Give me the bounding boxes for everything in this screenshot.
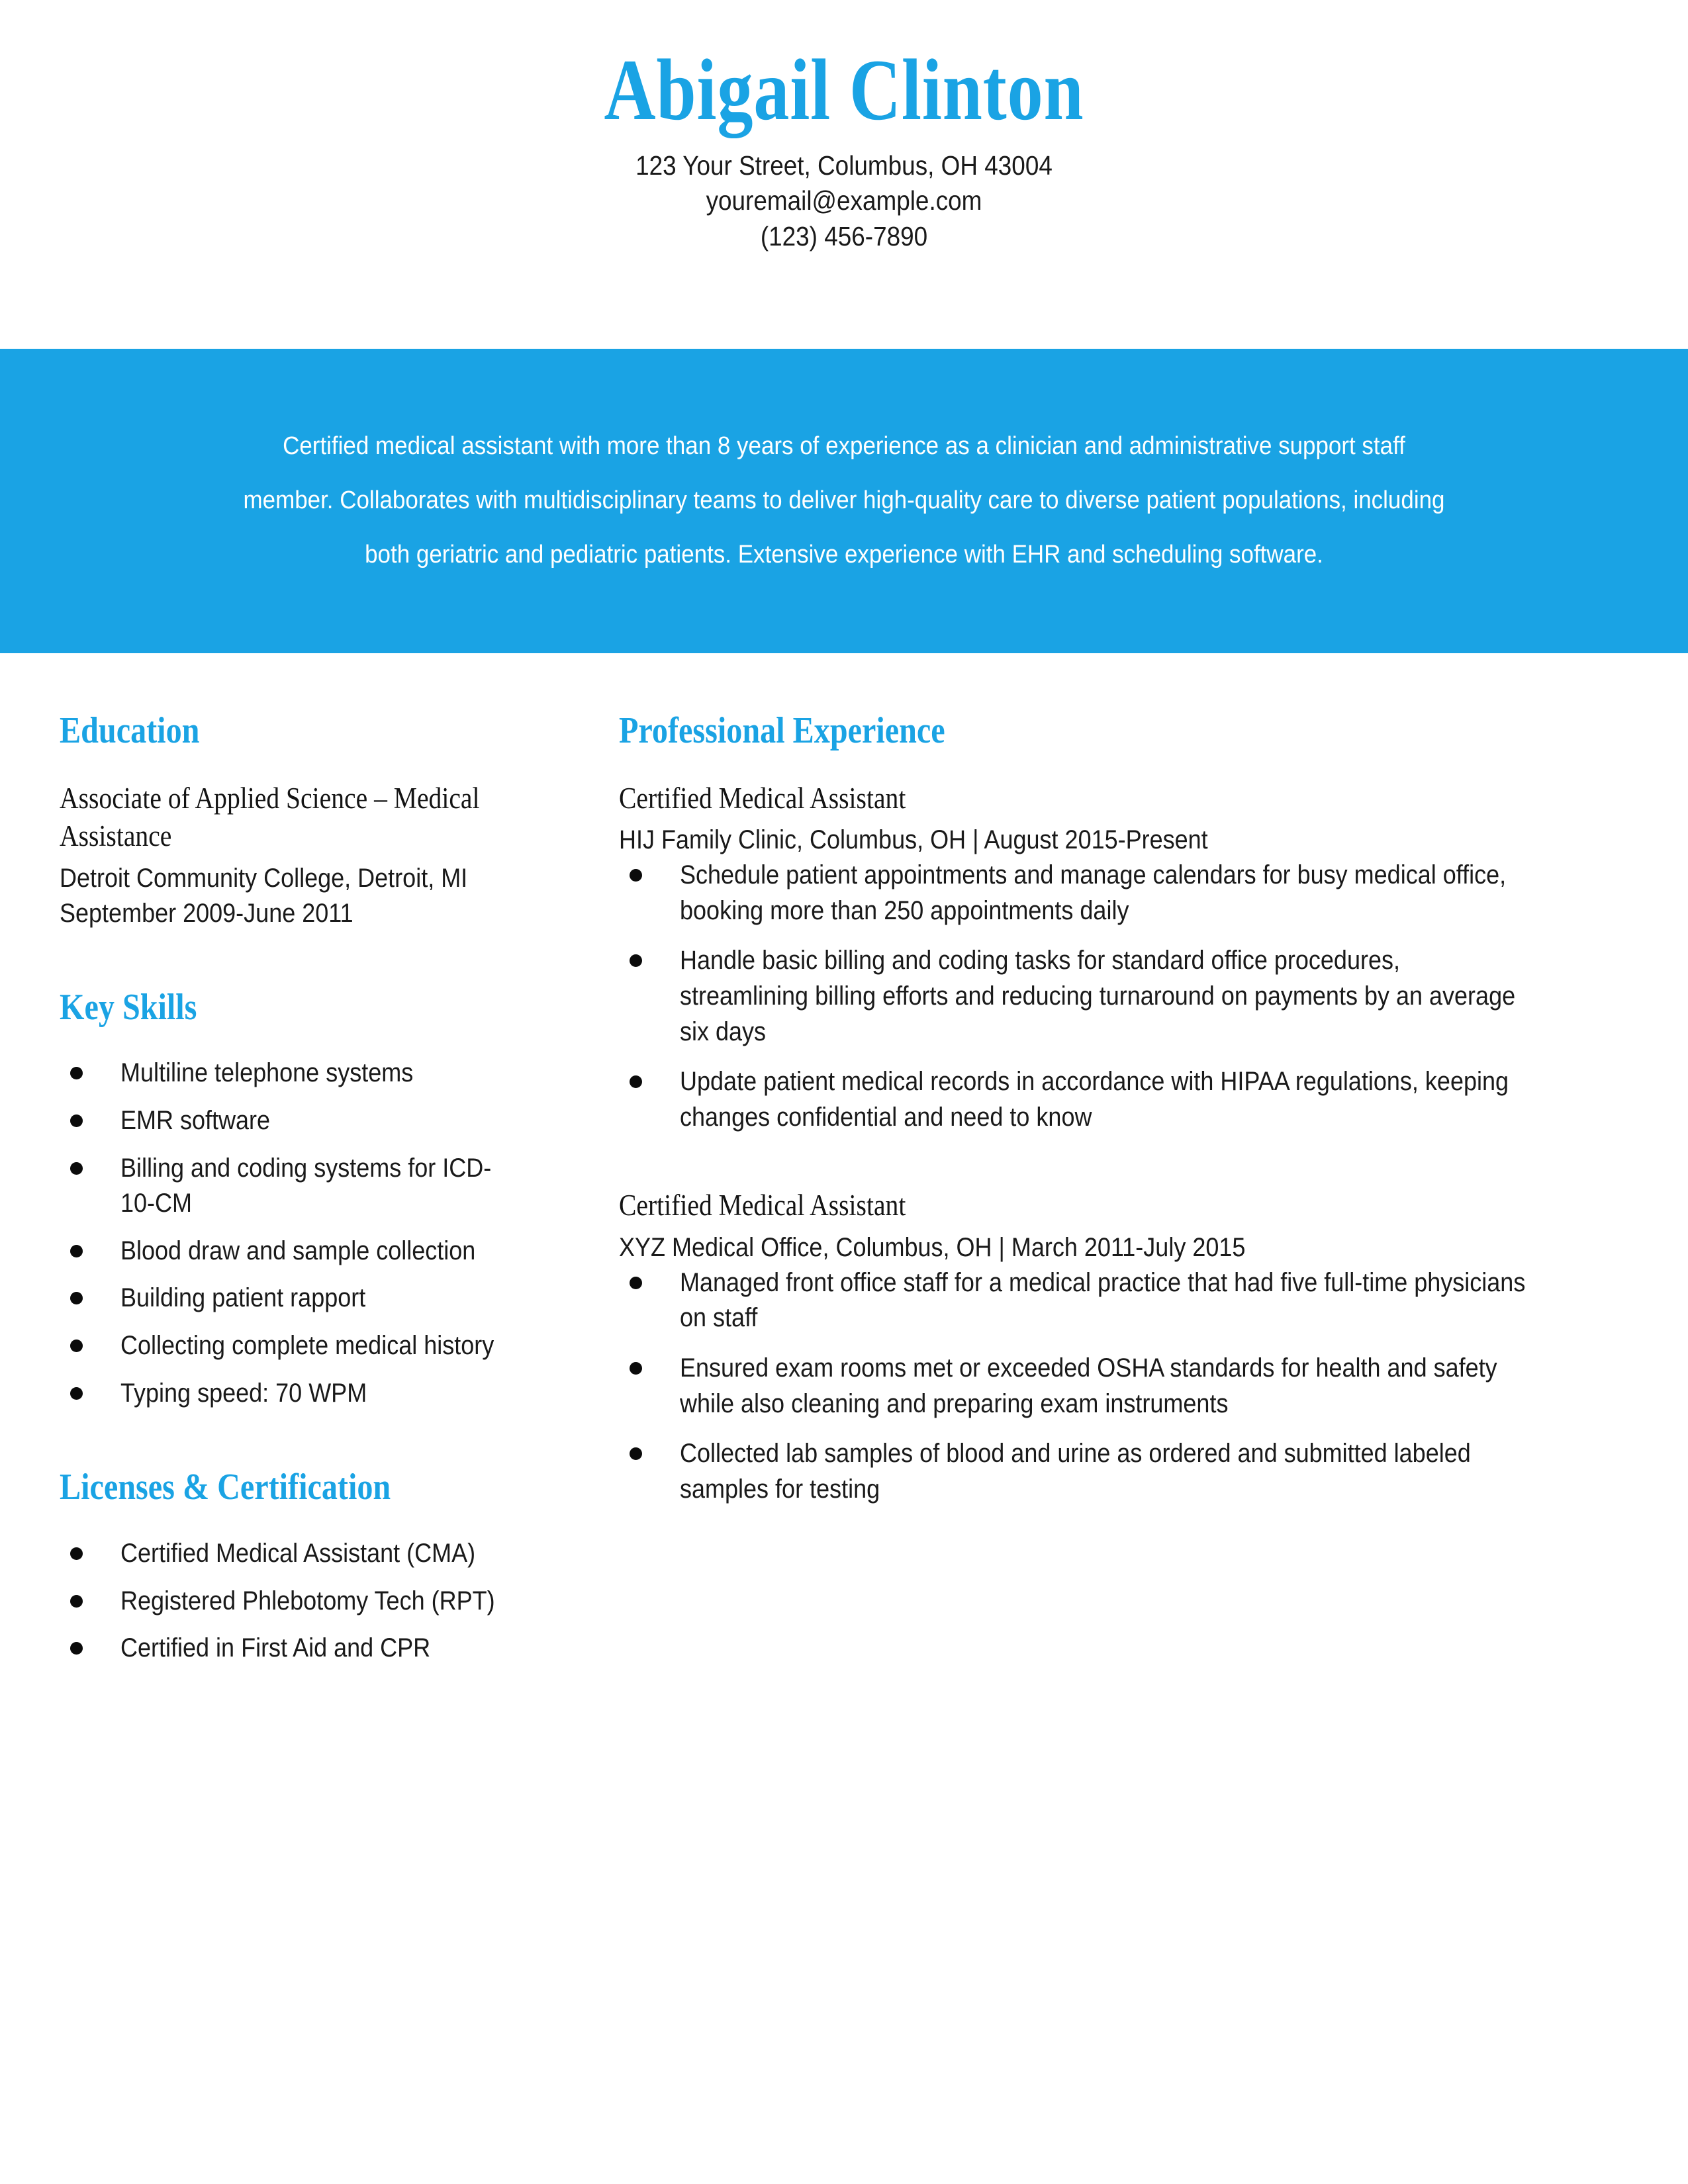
job-meta: XYZ Medical Office, Columbus, OH | March 2011-July 2015: [619, 1232, 1246, 1262]
section-heading-education: Education: [60, 710, 200, 751]
list-item: [60, 1376, 556, 1412]
list-item-label: Billing and coding systems for ICD-10-CM: [120, 1153, 492, 1218]
licenses-list: [60, 1536, 556, 1666]
section-key-skills: [60, 988, 556, 1412]
list-item: [619, 943, 1628, 1050]
bullet-icon: [70, 1387, 83, 1400]
bullet-icon: [630, 1075, 642, 1088]
bullet-icon: [70, 1067, 83, 1079]
list-item: [60, 1584, 556, 1619]
list-item-label: Certified Medical Assistant (CMA): [120, 1538, 476, 1568]
list-item: [60, 1536, 556, 1572]
bullet-icon: [70, 1115, 83, 1127]
list-item: [619, 1351, 1628, 1422]
list-item-label: Collected lab samples of blood and urine as ordered and submitted labeled samples for testing: [680, 1439, 1471, 1504]
bullet-icon: [630, 869, 642, 882]
bullet-icon: [70, 1547, 83, 1560]
education-school: Detroit Community College, Detroit, MI: [60, 863, 468, 893]
job-title: Certified Medical Assistant: [619, 1189, 906, 1222]
list-item-label: Handle basic billing and coding tasks for standard office procedures, streamlining billing efforts and reducing turnaround on payments by an average six days: [680, 946, 1516, 1046]
experience-entry: [619, 1187, 1628, 1507]
bullet-icon: [630, 1447, 642, 1460]
list-item-label: Collecting complete medical history: [120, 1330, 494, 1360]
bullet-icon: [70, 1162, 83, 1175]
section-licenses: [60, 1468, 556, 1666]
job-bullets: [619, 1265, 1628, 1508]
bullet-icon: [70, 1642, 83, 1655]
page-title: Abigail Clinton: [604, 41, 1084, 138]
education-dates: September 2009-June 2011: [60, 898, 353, 928]
list-item-label: Blood draw and sample collection: [120, 1236, 476, 1265]
bullet-icon: [70, 1292, 83, 1304]
list-item-label: Managed front office staff for a medical practice that had five full-time physicians on staff: [680, 1267, 1526, 1333]
list-item: [619, 858, 1628, 929]
job-meta: HIJ Family Clinic, Columbus, OH | August 2015-Present: [619, 825, 1208, 855]
section-heading-experience: Professional Experience: [619, 710, 945, 751]
list-item-label: Schedule patient appointments and manage calendars for busy medical office, booking more than 250 appointments daily: [680, 860, 1507, 925]
list-item: [60, 1056, 556, 1091]
summary-banner-inner: [182, 420, 1506, 582]
bullet-icon: [70, 1595, 83, 1608]
section-heading-licenses: Licenses & Certification: [60, 1467, 391, 1508]
section-education: [60, 711, 556, 931]
list-item-label: Multiline telephone systems: [120, 1058, 414, 1088]
list-item: [60, 1234, 556, 1269]
experience-entry: [619, 780, 1628, 1136]
list-item-label: Certified in First Aid and CPR: [120, 1633, 431, 1663]
list-item: [619, 1436, 1628, 1507]
contact-address: 123 Your Street, Columbus, OH 43004: [635, 150, 1053, 181]
list-item: [60, 1281, 556, 1316]
job-bullets: [619, 858, 1628, 1135]
list-item-label: EMR software: [120, 1105, 271, 1135]
bullet-icon: [630, 1277, 642, 1289]
bullet-icon: [630, 1362, 642, 1375]
list-item: [619, 1265, 1628, 1336]
list-item-label: Building patient rapport: [120, 1283, 366, 1313]
list-item: [60, 1631, 556, 1666]
contact-phone: (123) 456-7890: [760, 220, 928, 251]
list-item-label: Typing speed: 70 WPM: [120, 1378, 367, 1408]
list-item: [60, 1103, 556, 1139]
bullet-icon: [70, 1340, 83, 1352]
list-item: [60, 1328, 556, 1364]
job-title: Certified Medical Assistant: [619, 781, 906, 815]
list-item-label: Update patient medical records in accordance with HIPAA regulations, keeping changes confidential and need to know: [680, 1067, 1509, 1132]
key-skills-list: [60, 1056, 556, 1411]
list-item-label: Ensured exam rooms met or exceeded OSHA standards for health and safety while also cleaning and preparing exam instruments: [680, 1353, 1497, 1418]
bullet-icon: [70, 1245, 83, 1257]
section-heading-key-skills: Key Skills: [60, 986, 197, 1028]
list-item-label: Registered Phlebotomy Tech (RPT): [120, 1586, 495, 1615]
summary-text: Certified medical assistant with more than 8 years of experience as a clinician and administrative support staff member. Collaborates with multidisciplinary teams to deliver high-quality care to diverse patient populations, including both geriatric and pediatric patients. Extensive experience with EHR and scheduling software.: [243, 432, 1445, 569]
list-item: [60, 1151, 556, 1222]
list-item: [619, 1064, 1628, 1135]
education-degree: Associate of Applied Science – Medical Assistance: [60, 781, 480, 853]
summary-banner: [0, 349, 1688, 653]
resume-header: [0, 0, 1688, 254]
resume-body: [0, 711, 1688, 1678]
left-column: [60, 711, 583, 1678]
bullet-icon: [630, 954, 642, 967]
contact-email[interactable]: youremail@example.com: [706, 185, 982, 216]
right-column: [583, 711, 1628, 1522]
